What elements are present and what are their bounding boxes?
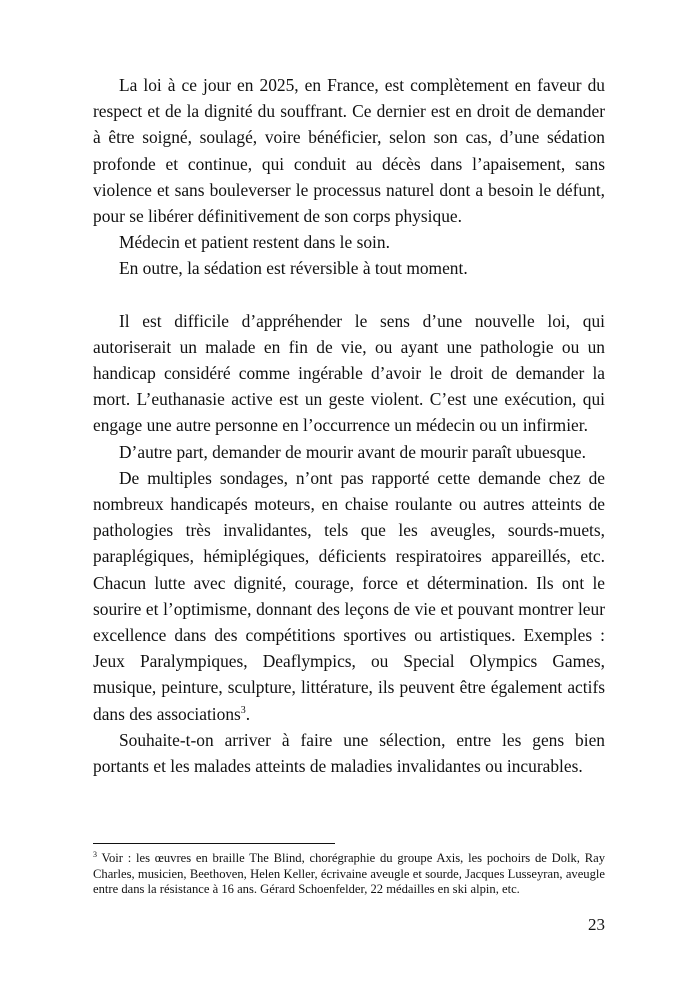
footnote-marker: 3 [93,849,97,859]
paragraph-law-2025: La loi à ce jour en 2025, en France, est complètement en faveur du respect et de la dignité du souffrant. Ce dernier est en droit de demander à être soigné, soulagé, voire bénéficier, selon son cas, d’une sédation profonde et continue, qui conduit au décès dans l’apaisement, sans violence et sans bouleverser le processus naturel dont a besoin le défunt, pour se libérer définitivement de son corps physique. [93,75,605,227]
paragraph-sedation-reversible: En outre, la sédation est réversible à tout moment. [119,258,468,279]
paragraph-surveys-text: De multiples sondages, n’ont pas rapporté cette demande chez de nombreux handicapés moteurs, en chaise roulante ou autres atteints de pathologies très invalidantes, tels que les aveugles, sourds-muets, paraplégiques, hémiplégiques, déficients respiratoires appareillés, etc. Chacun lutte avec dignité, courage, force et détermination. Ils ont le sourire et l’optimisme, donnant des leçons de vie et pouvant montrer leur excellence dans des compétitions sportives ou artistiques. Exemples : Jeux Paralympiques, Deaflympics, ou Special Olympics Games, musique, peinture, sculpture, littérature, ils peuvent être également actifs dans des associations [93,467,605,724]
paragraph-surveys: De multiples sondages, n’ont pas rapporté cette demande chez de nombreux handicapés moteurs, en chaise roulante ou autres atteints de pathologies très invalidantes, tels que les aveugles, sourds-muets, paraplégiques, hémiplégiques, déficients respiratoires appareillés, etc. Chacun lutte avec dignité, courage, force et détermination. Ils ont le sourire et l’optimisme, donnant des leçons de vie et pouvant montrer leur excellence dans des compétitions sportives ou artistiques. Exemples : Jeux Paralympiques, Deaflympics, ou Special Olympics Games, musique, peinture, sculpture, littérature, ils peuvent être également actifs dans des associations$^3$. [93,467,605,724]
body-text [93,72,605,779]
paragraph-doctor-patient: Médecin et patient restent dans le soin. [119,232,390,253]
footnote [93,851,605,898]
footnote-reference[interactable]: 3 [240,704,246,716]
paragraph-ubuesque: D’autre part, demander de mourir avant de mourir paraît ubuesque. [119,441,586,462]
footnote-text: Voir : les œuvres en braille The Blind, chorégraphie du groupe Axis, les pochoirs de Dolk, Ray Charles, musicien, Beethoven, Helen Keller, écrivaine aveugle et sourde, Jacques Lusseyran, aveugle entre dans la résistance à 16 ans. Gérard Schoenfelder, 22 médailles en ski alpin, etc. [93,851,605,897]
paragraph-new-law: Il est difficile d’appréhender le sens d’une nouvelle loi, qui autoriserait un malade en fin de vie, ou ayant une pathologie ou un handicap considéré comme ingérable d’avoir le droit de demander la mort. L’euthanasie active est un geste violent. C’est une exécution, qui engage une autre personne en l’occurrence un médecin ou un infirmier. [93,310,605,436]
page-number: 23 [588,915,605,934]
paragraph-selection: Souhaite-t-on arriver à faire une sélection, entre les gens bien portants et les malades atteints de maladies invalidantes ou incurables. [93,729,605,777]
footnote-divider [93,843,335,844]
